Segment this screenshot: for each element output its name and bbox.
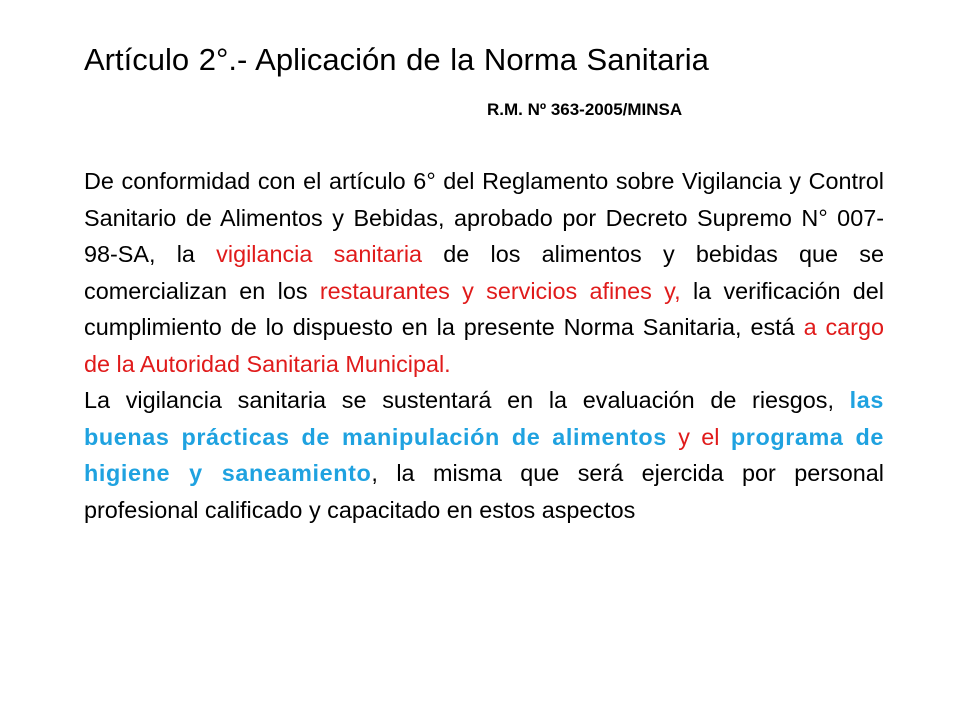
paragraph-2-text-1: La vigilancia sanitaria se sustentará en la evaluación de riesgos,: [84, 387, 850, 413]
highlight-conjunction: y el: [666, 423, 731, 450]
paragraph-1-text-2: de los alimentos y bebidas que se comercializan en los: [84, 241, 884, 304]
highlight-programa-higiene: programa de higiene y saneamiento: [84, 423, 884, 486]
highlight-buenas-practicas: las buenas prácticas de manipulación de alimentos: [84, 387, 884, 450]
paragraph-1-text-1: De conformidad con el artículo 6° del Reglamento sobre Vigilancia y Control Sanitario de Alimentos y Bebidas, aprobado por Decreto Supremo N° 007-98-SA, la: [84, 168, 884, 267]
paragraph-2: [84, 382, 884, 528]
body-text: [84, 163, 884, 528]
reference-label: R.M. Nº 363-2005/MINSA: [487, 100, 683, 119]
highlight-vigilancia-sanitaria: vigilancia sanitaria: [216, 241, 423, 267]
paragraph-1: [84, 163, 884, 382]
slide-title: Artículo 2°.- Aplicación de la Norma Sanitaria: [84, 42, 709, 77]
paragraph-2-text-2: , la misma que será ejercida por personal profesional calificado y capacitado en estos aspectos: [84, 460, 884, 523]
highlight-autoridad-sanitaria: a cargo de la Autoridad Sanitaria Municipal.: [84, 314, 884, 377]
highlight-restaurantes: restaurantes y servicios afines y,: [319, 277, 681, 304]
paragraph-1-text-3: la verificación del cumplimiento de lo dispuesto en la presente Norma Sanitaria, está: [84, 277, 884, 340]
